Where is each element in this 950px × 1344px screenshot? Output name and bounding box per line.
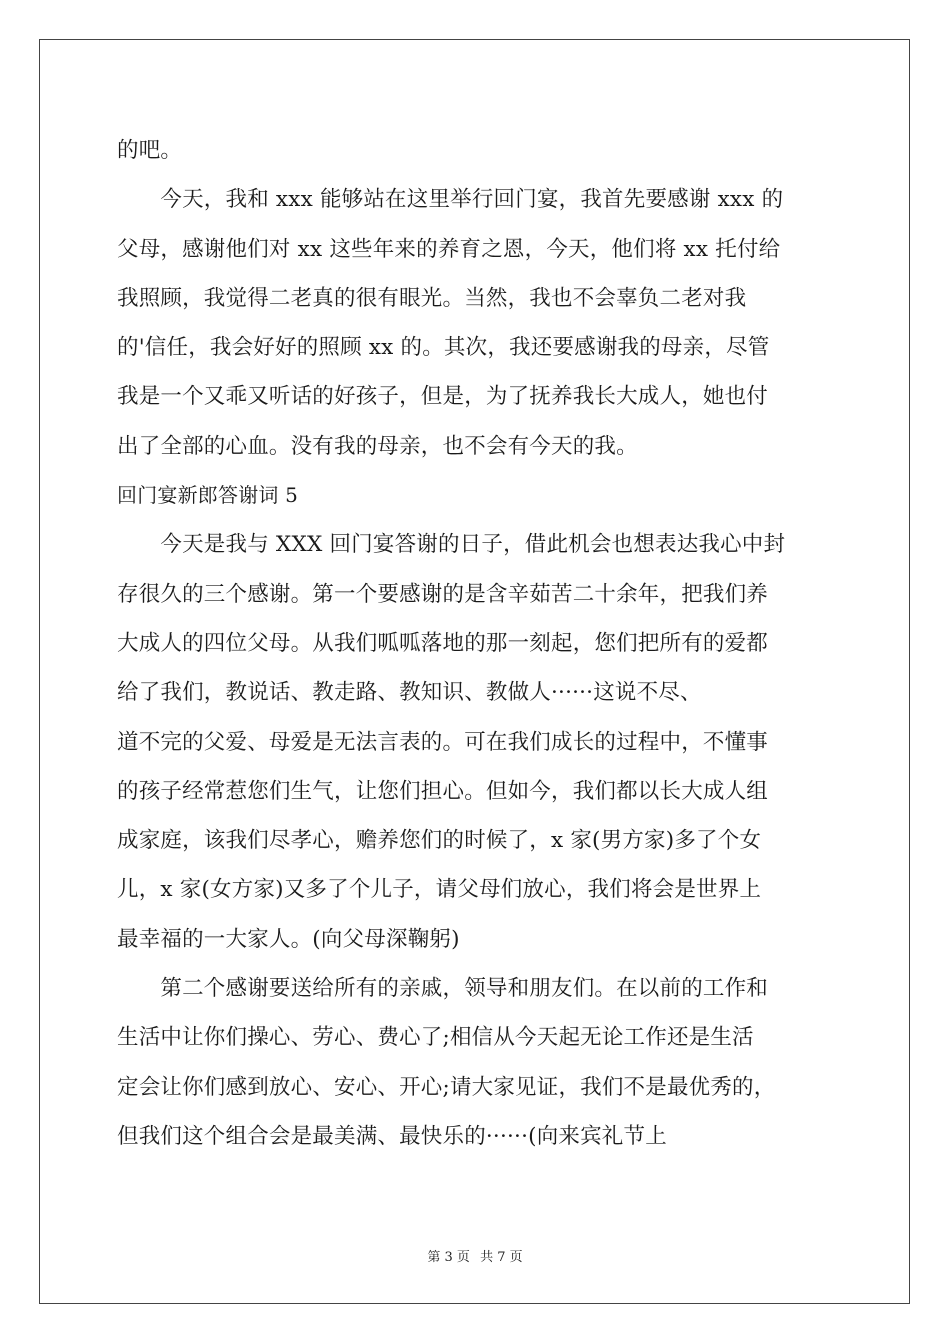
text-line: 今天，我和 xxx 能够站在这里举行回门宴，我首先要感谢 xxx 的 bbox=[117, 187, 784, 213]
text-line: 出了全部的心血。没有我的母亲，也不会有今天的我。 bbox=[117, 433, 638, 459]
text-line: 儿，x 家(女方家)又多了个儿子，请父母们放心，我们将会是世界上 bbox=[117, 877, 762, 903]
text-line: 道不完的父爱、母爱是无法言表的。可在我们成长的过程中，不懂事 bbox=[117, 729, 769, 755]
document-body bbox=[117, 126, 833, 1161]
text-line: 成家庭，该我们尽孝心，赡养您们的时候了，x 家(男方家)多了个女 bbox=[117, 828, 762, 854]
text-line: 父母，感谢他们对 xx 这些年来的养育之恩，今天，他们将 xx 托付给 bbox=[117, 236, 781, 262]
page-number: 第 3 页 bbox=[427, 1250, 470, 1265]
text-line: 我是一个又乖又听话的好孩子，但是，为了抚养我长大成人，她也付 bbox=[117, 384, 769, 410]
text-line: 我照顾，我觉得二老真的很有眼光。当然，我也不会辜负二老对我 bbox=[117, 285, 747, 311]
text-line: 第二个感谢要送给所有的亲戚，领导和朋友们。在以前的工作和 bbox=[117, 976, 769, 1002]
text-line: 最幸福的一大家人。(向父母深鞠躬) bbox=[117, 926, 460, 952]
text-line: 定会让你们感到放心、安心、开心;请大家见证，我们不是最优秀的， bbox=[117, 1074, 776, 1100]
text-line: 的孩子经常惹您们生气，让您们担心。但如今，我们都以长大成人组 bbox=[117, 778, 769, 804]
text-line: 今天是我与 XXX 回门宴答谢的日子，借此机会也想表达我心中封 bbox=[117, 532, 786, 558]
text-line: 但我们这个组合会是最美满、最快乐的······(向来宾礼节上 bbox=[117, 1123, 667, 1149]
text-line: 生活中让你们操心、劳心、费心了;相信从今天起无论工作还是生活 bbox=[117, 1025, 754, 1051]
text-line: 存很久的三个感谢。第一个要感谢的是含辛茹苦二十余年，把我们养 bbox=[117, 581, 769, 607]
section-heading: 回门宴新郎答谢词 5 bbox=[117, 483, 299, 508]
text-line: 的'信任，我会好好的照顾 xx 的。其次，我还要感谢我的母亲，尽管 bbox=[117, 335, 770, 361]
text-line: 的吧。 bbox=[117, 138, 183, 163]
page-footer bbox=[0, 1246, 950, 1265]
text-line: 给了我们，教说话、教走路、教知识、教做人······这说不尽、 bbox=[117, 680, 702, 706]
text-line: 大成人的四位父母。从我们呱呱落地的那一刻起，您们把所有的爱都 bbox=[117, 630, 769, 656]
page-total: 共 7 页 bbox=[480, 1250, 523, 1265]
